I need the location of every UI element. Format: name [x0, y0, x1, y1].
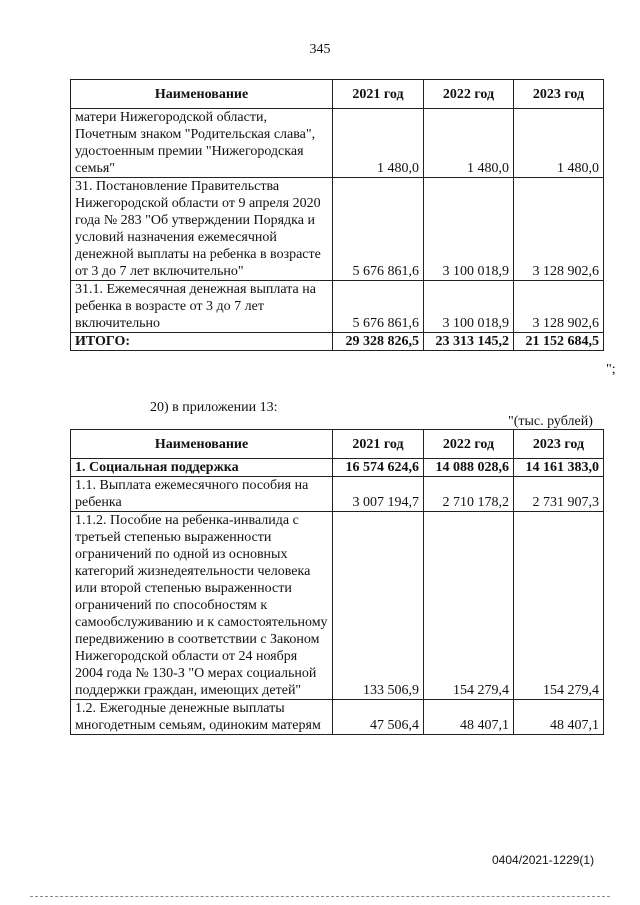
- value-2023: 2 731 907,3: [514, 477, 604, 512]
- row-name: матери Нижегородской области, Почетным знаком "Родительская слава", удостоенным премии "Нижегородская семья": [71, 109, 333, 178]
- value-2023: 14 161 383,0: [514, 459, 604, 477]
- amendment-paragraph: 20) в приложении 13:: [150, 400, 278, 415]
- value-2022: 3 100 018,9: [424, 281, 514, 333]
- value-2022: 1 480,0: [424, 109, 514, 178]
- table-header-row: [71, 430, 604, 459]
- footer-divider: [30, 896, 610, 897]
- header-2022: 2022 год: [424, 430, 514, 459]
- row-name: 1. Социальная поддержка: [71, 459, 333, 477]
- value-2022: 3 100 018,9: [424, 178, 514, 281]
- value-2023: 48 407,1: [514, 700, 604, 735]
- header-2021: 2021 год: [333, 80, 424, 109]
- value-2023: 154 279,4: [514, 512, 604, 700]
- page-number: 345: [309, 42, 331, 57]
- expenditure-table-continued: [70, 79, 604, 351]
- header-2023: 2023 год: [514, 80, 604, 109]
- value-2022: 48 407,1: [424, 700, 514, 735]
- total-2023: 21 152 684,5: [514, 333, 604, 351]
- value-2022: 2 710 178,2: [424, 477, 514, 512]
- row-name: 31.1. Ежемесячная денежная выплата на ребенка в возрасте от 3 до 7 лет включительно: [71, 281, 333, 333]
- value-2022: 14 088 028,6: [424, 459, 514, 477]
- row-name: 1.1.2. Пособие на ребенка-инвалида с третьей степенью выраженности ограничений по одной из основных категорий жизнедеятельности человека или второй степенью выраженности ограничений по способностям к самообслуживанию и к самостоятельному передвижению в соответствии с Законом Нижегородской области от 24 ноября 2004 года № 130-З "О мерах социальной поддержки граждан, имеющих детей": [71, 512, 333, 700]
- value-2023: 3 128 902,6: [514, 178, 604, 281]
- table-row: [71, 477, 604, 512]
- value-2021: 5 676 861,6: [333, 281, 424, 333]
- total-2022: 23 313 145,2: [424, 333, 514, 351]
- header-name: Наименование: [71, 430, 333, 459]
- header-name: Наименование: [71, 80, 333, 109]
- table-row: [71, 178, 604, 281]
- closing-quote: ";: [606, 362, 616, 377]
- row-name: 1.2. Ежегодные денежные выплаты многодетным семьям, одиноким матерям: [71, 700, 333, 735]
- table-header-row: [71, 80, 604, 109]
- appendix-13-table: [70, 429, 604, 735]
- row-name: 1.1. Выплата ежемесячного пособия на ребенка: [71, 477, 333, 512]
- value-2021: 16 574 624,6: [333, 459, 424, 477]
- row-name: 31. Постановление Правительства Нижегородской области от 9 апреля 2020 года № 283 "Об утверждении Порядка и условий назначения ежемесячной денежной выплаты на ребенка в возрасте от 3 до 7 лет включительно": [71, 178, 333, 281]
- value-2021: 133 506,9: [333, 512, 424, 700]
- table-row: [71, 281, 604, 333]
- total-2021: 29 328 826,5: [333, 333, 424, 351]
- table-row: [71, 109, 604, 178]
- header-2022: 2022 год: [424, 80, 514, 109]
- table-row: [71, 700, 604, 735]
- total-label: ИТОГО:: [71, 333, 333, 351]
- value-2023: 1 480,0: [514, 109, 604, 178]
- value-2021: 47 506,4: [333, 700, 424, 735]
- table-row: [71, 459, 604, 477]
- value-2021: 5 676 861,6: [333, 178, 424, 281]
- value-2023: 3 128 902,6: [514, 281, 604, 333]
- value-2021: 3 007 194,7: [333, 477, 424, 512]
- value-2022: 154 279,4: [424, 512, 514, 700]
- units-note: "(тыс. рублей): [508, 414, 593, 429]
- header-2023: 2023 год: [514, 430, 604, 459]
- document-code: 0404/2021-1229(1): [492, 853, 595, 867]
- value-2021: 1 480,0: [333, 109, 424, 178]
- table-row: [71, 512, 604, 700]
- total-row: [71, 333, 604, 351]
- header-2021: 2021 год: [333, 430, 424, 459]
